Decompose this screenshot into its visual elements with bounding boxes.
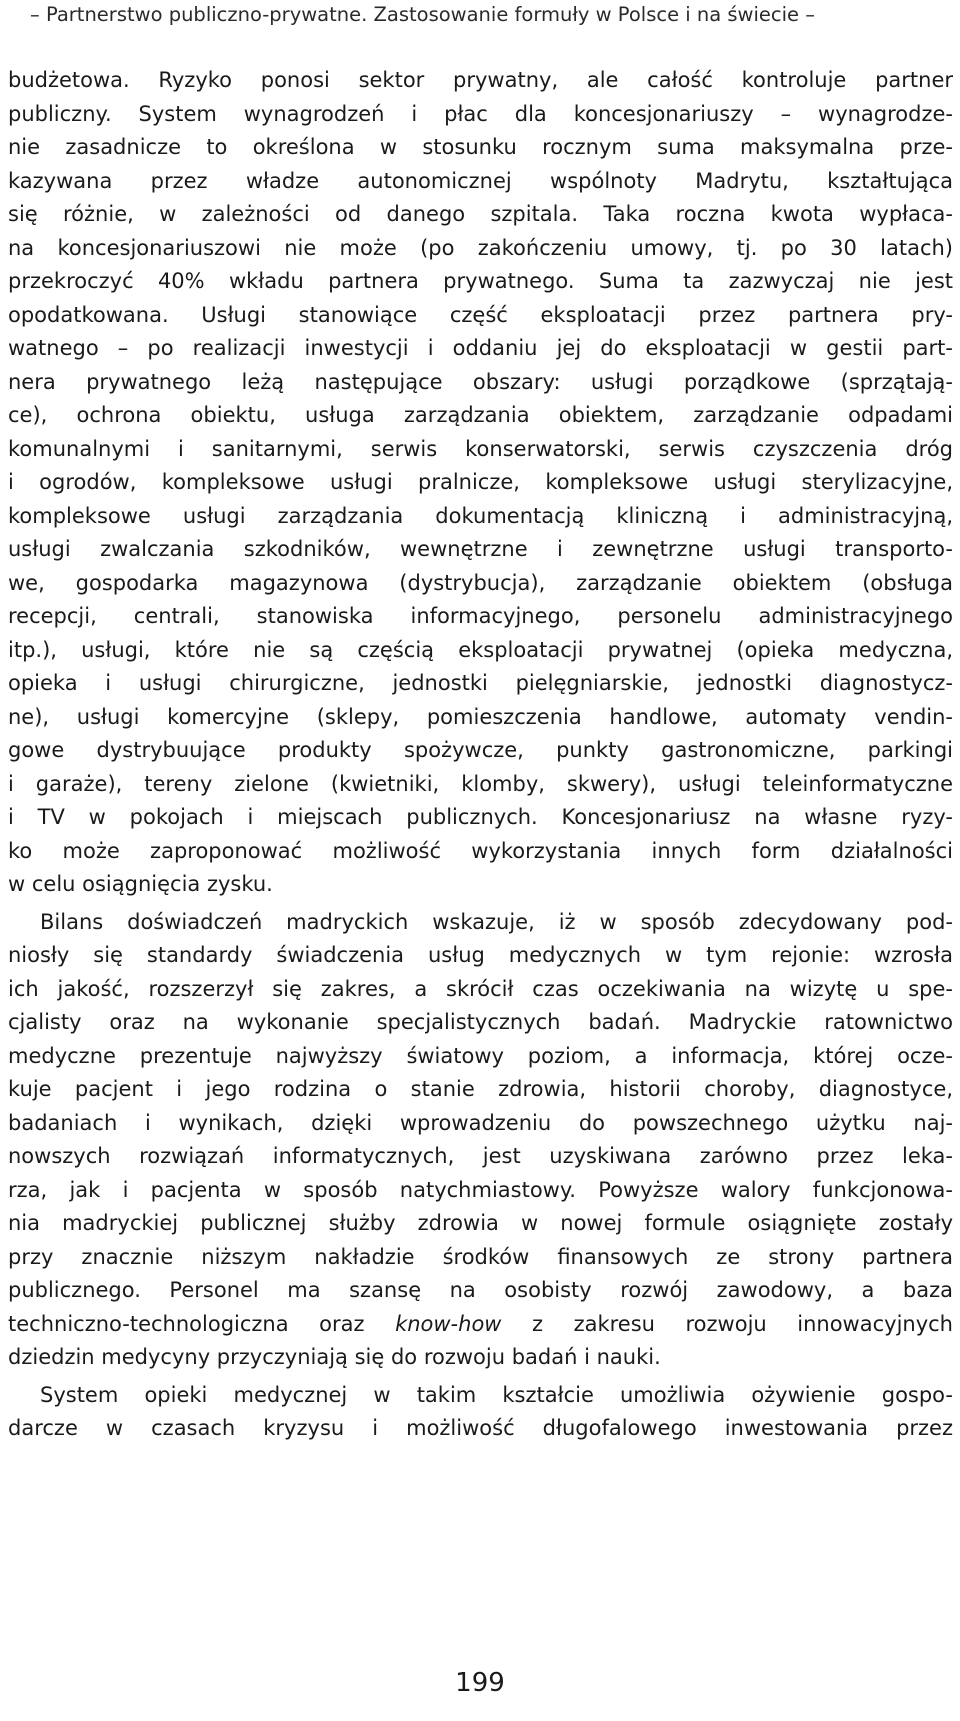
paragraph-1 [8, 64, 953, 902]
text-line: nia madryckiej publicznej służby zdrowia w nowej formule osiągnięte zostały [8, 1211, 953, 1235]
text-line: ko może zaproponować możliwość wykorzystania innych form działalności [8, 838, 953, 863]
text-line: publiczny. System wynagrodzeń i płac dla koncesjonariuszy – wynagrodze- [8, 101, 953, 126]
text-line: ce), ochrona obiektu, usługa zarządzania obiektem, zarządzanie odpadami [8, 403, 953, 427]
text-line: komunalnymi i sanitarnymi, serwis konserwatorski, serwis czyszczenia dróg [8, 436, 953, 461]
text-line: opodatkowana. Usługi stanowiące część eksploatacji przez partnera pry- [8, 302, 953, 327]
text-line: i ogrodów, kompleksowe usługi pralnicze, kompleksowe usługi sterylizacyjne, [8, 470, 953, 494]
italic-term: know-how [395, 1311, 502, 1336]
text-line: opieka i usługi chirurgiczne, jednostki pielęgniarskie, jednostki diagnostycz- [8, 671, 953, 695]
text-line: ich jakość, rozszerzył się zakres, a skrócił czas oczekiwania na wizytę u spe- [8, 976, 953, 1001]
text-line: medyczne prezentuje najwyższy światowy poziom, a informacja, której ocze- [8, 1043, 953, 1068]
text-line: i garaże), tereny zielone (kwietniki, klomby, skwery), usługi teleinformatyczne [8, 771, 953, 796]
text-line: usługi zwalczania szkodników, wewnętrzne i zewnętrzne usługi transporto- [8, 537, 953, 561]
text-line: i TV w pokojach i miejscach publicznych. Koncesjonariusz na własne ryzy- [8, 805, 953, 829]
text-line: nowszych rozwiązań informatycznych, jest uzyskiwana zarówno przez leka- [8, 1144, 953, 1168]
text-line-with-italic [8, 1308, 953, 1342]
text-line: gowe dystrybuujące produkty spożywcze, punkty gastronomiczne, parkingi [8, 738, 953, 762]
paragraph-2 [8, 906, 953, 1375]
text-line: kuje pacjent i jego rodzina o stanie zdrowia, historii choroby, diagnostyce, [8, 1077, 953, 1101]
text-line: recepcji, centrali, stanowiska informacyjnego, personelu administracyjnego [8, 604, 953, 628]
page-body [8, 64, 953, 1446]
text-line: na koncesjonariuszowi nie może (po zakończeniu umowy, tj. po 30 latach) [8, 235, 953, 260]
text-line: kazywana przez władze autonomicznej wspólnoty Madrytu, kształtująca [8, 168, 953, 193]
text-line: watnego – po realizacji inwestycji i oddaniu jej do eksploatacji w gestii part- [8, 336, 953, 360]
text-line: nera prywatnego leżą następujące obszary: usługi porządkowe (sprzątają- [8, 369, 953, 394]
text-line: publicznego. Personel ma szansę na osobisty rozwój zawodowy, a baza [8, 1278, 953, 1302]
running-header: – Partnerstwo publiczno-prywatne. Zastosowanie formuły w Polsce i na świecie – [30, 3, 815, 26]
page-number: 199 [455, 1668, 505, 1698]
text-line: we, gospodarka magazynowa (dystrybucja), zarządzanie obiektem (obsługa [8, 570, 953, 595]
text-segment: z zakresu rozwoju innowacyjnych [501, 1311, 953, 1336]
text-line: badaniach i wynikach, dzięki wprowadzeniu do powszechnego użytku naj- [8, 1110, 953, 1135]
text-line: się różnie, w zależności od danego szpitala. Taka roczna kwota wypłaca- [8, 202, 953, 226]
text-line: ne), usługi komercyjne (sklepy, pomieszczenia handlowe, automaty vendin- [8, 704, 953, 729]
text-line: System opieki medycznej w takim kształcie umożliwia ożywienie gospo- [40, 1382, 953, 1407]
text-line: darcze w czasach kryzysu i możliwość długofalowego inwestowania przez [8, 1416, 953, 1440]
text-line: cjalisty oraz na wykonanie specjalistycznych badań. Madryckie ratownictwo [8, 1010, 953, 1034]
text-line: w celu osiągnięcia zysku. [8, 872, 273, 896]
text-line: dziedzin medycyny przyczyniają się do rozwoju badań i nauki. [8, 1345, 661, 1369]
text-line: przy znacznie niższym nakładzie środków finansowych ze strony partnera [8, 1244, 953, 1269]
text-line: niosły się standardy świadczenia usług medycznych w tym rejonie: wzrosła [8, 943, 953, 967]
text-line: Bilans doświadczeń madryckich wskazuje, iż w sposób zdecydowany pod- [40, 909, 953, 934]
text-line: przekroczyć 40% wkładu partnera prywatnego. Suma ta zazwyczaj nie jest [8, 269, 953, 293]
text-line: rza, jak i pacjenta w sposób natychmiastowy. Powyższe walory funkcjonowa- [8, 1177, 953, 1202]
text-segment: techniczno-technologiczna oraz [8, 1311, 396, 1336]
paragraph-3 [8, 1379, 953, 1446]
text-line: budżetowa. Ryzyko ponosi sektor prywatny, ale całość kontroluje partner [8, 68, 953, 92]
text-line: nie zasadnicze to określona w stosunku rocznym suma maksymalna prze- [8, 135, 953, 159]
text-line: kompleksowe usługi zarządzania dokumentacją kliniczną i administracyjną, [8, 503, 953, 528]
text-line: itp.), usługi, które nie są częścią eksploatacji prywatnej (opieka medyczna, [8, 637, 953, 662]
